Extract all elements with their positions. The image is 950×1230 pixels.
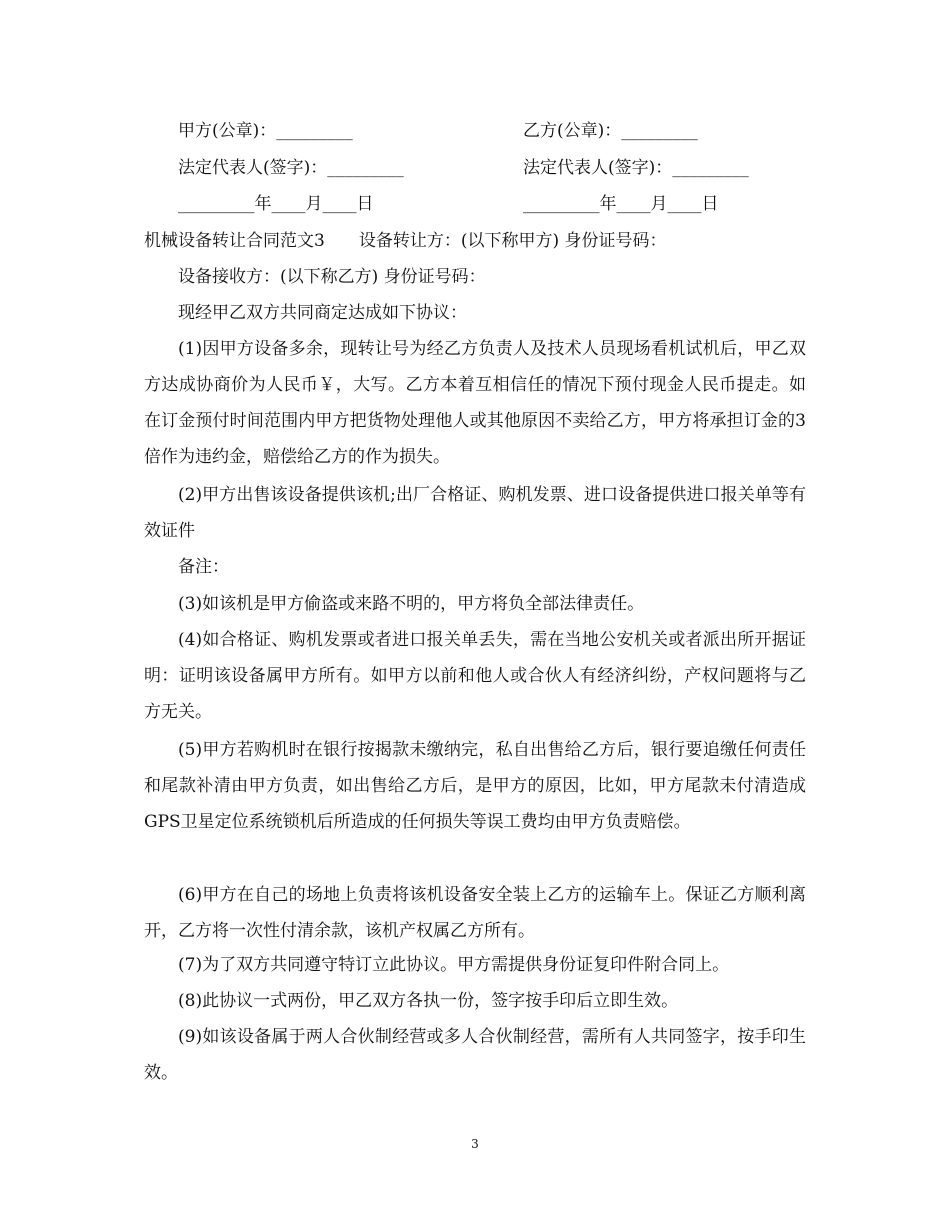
clause-9: (9)如该设备属于两人合伙制经营或多人合伙制经营，需所有人共同签字，按手印生效。 (144, 1027, 806, 1083)
party-a-seal-line: 甲方(公章)：_________ (178, 121, 353, 141)
party-a-date-line: _________年____月____日 (178, 194, 374, 214)
clause-4: (4)如合格证、购机发票或者进口报关单丢失，需在当地公安机关或者派出所开据证明：证明该设备属甲方所有。如甲方以前和他人或合伙人有经济纠纷，产权问题将与乙方无关。 (144, 630, 806, 722)
clause-5: (5)甲方若购机时在银行按揭款未缴纳完，私自出售给乙方后，银行要追缴任何责任和尾款补清由甲方负责，如出售给乙方后，是甲方的原因，比如，甲方尾款未付清造成GPS卫星定位系统锁机后所造成的任何损失等误工费均由甲方负责赔偿。 (144, 740, 806, 832)
note-label: 备注： (178, 557, 229, 577)
party-b-seal-line: 乙方(公章)：_________ (523, 121, 698, 141)
clause-1: (1)因甲方设备多余，现转让号为经乙方负责人及技术人员现场看机试机后，甲乙双方达成协商价为人民币￥，大写。乙方本着互相信任的情况下预付现金人民币提走。如在订金预付时间范围内甲方把货物处理他人或其他原因不卖给乙方，甲方将承担订金的3倍作为违约金，赔偿给乙方的作为损失。 (144, 339, 806, 467)
clause-3: (3)如该机是甲方偷盗或来路不明的，甲方将负全部法律责任。 (178, 594, 645, 614)
clause-2: (2)甲方出售该设备提供该机;出厂合格证、购机发票、进口设备提供进口报关单等有效证件 (144, 485, 806, 541)
party-b-date-line: _________年____月____日 (523, 194, 719, 214)
seal-row (0, 116, 950, 146)
clause-7: (7)为了双方共同遵守特订立此协议。甲方需提供身份证复印件附合同上。 (178, 955, 730, 975)
date-row (0, 189, 950, 219)
page-number: 3 (471, 1137, 479, 1151)
receiver-line: 设备接收方：(以下称乙方) 身份证号码： (178, 267, 486, 287)
clause-8: (8)此协议一式两份，甲乙双方各执一份，签字按手印后立即生效。 (178, 991, 679, 1011)
clause-6: (6)甲方在自己的场地上负责将该机设备安全装上乙方的运输车上。保证乙方顺利离开，乙方将一次性付清余款，该机产权属乙方所有。 (144, 885, 806, 941)
representative-row (0, 153, 950, 183)
contract-heading: 机械设备转让合同范文3 设备转让方：(以下称甲方) 身份证号码： (144, 231, 667, 251)
intro-paragraph: 现经甲乙双方共同商定达成如下协议： (178, 303, 467, 323)
party-a-representative-line: 法定代表人(签字)：_________ (178, 158, 404, 178)
party-b-representative-line: 法定代表人(签字)：_________ (523, 158, 749, 178)
